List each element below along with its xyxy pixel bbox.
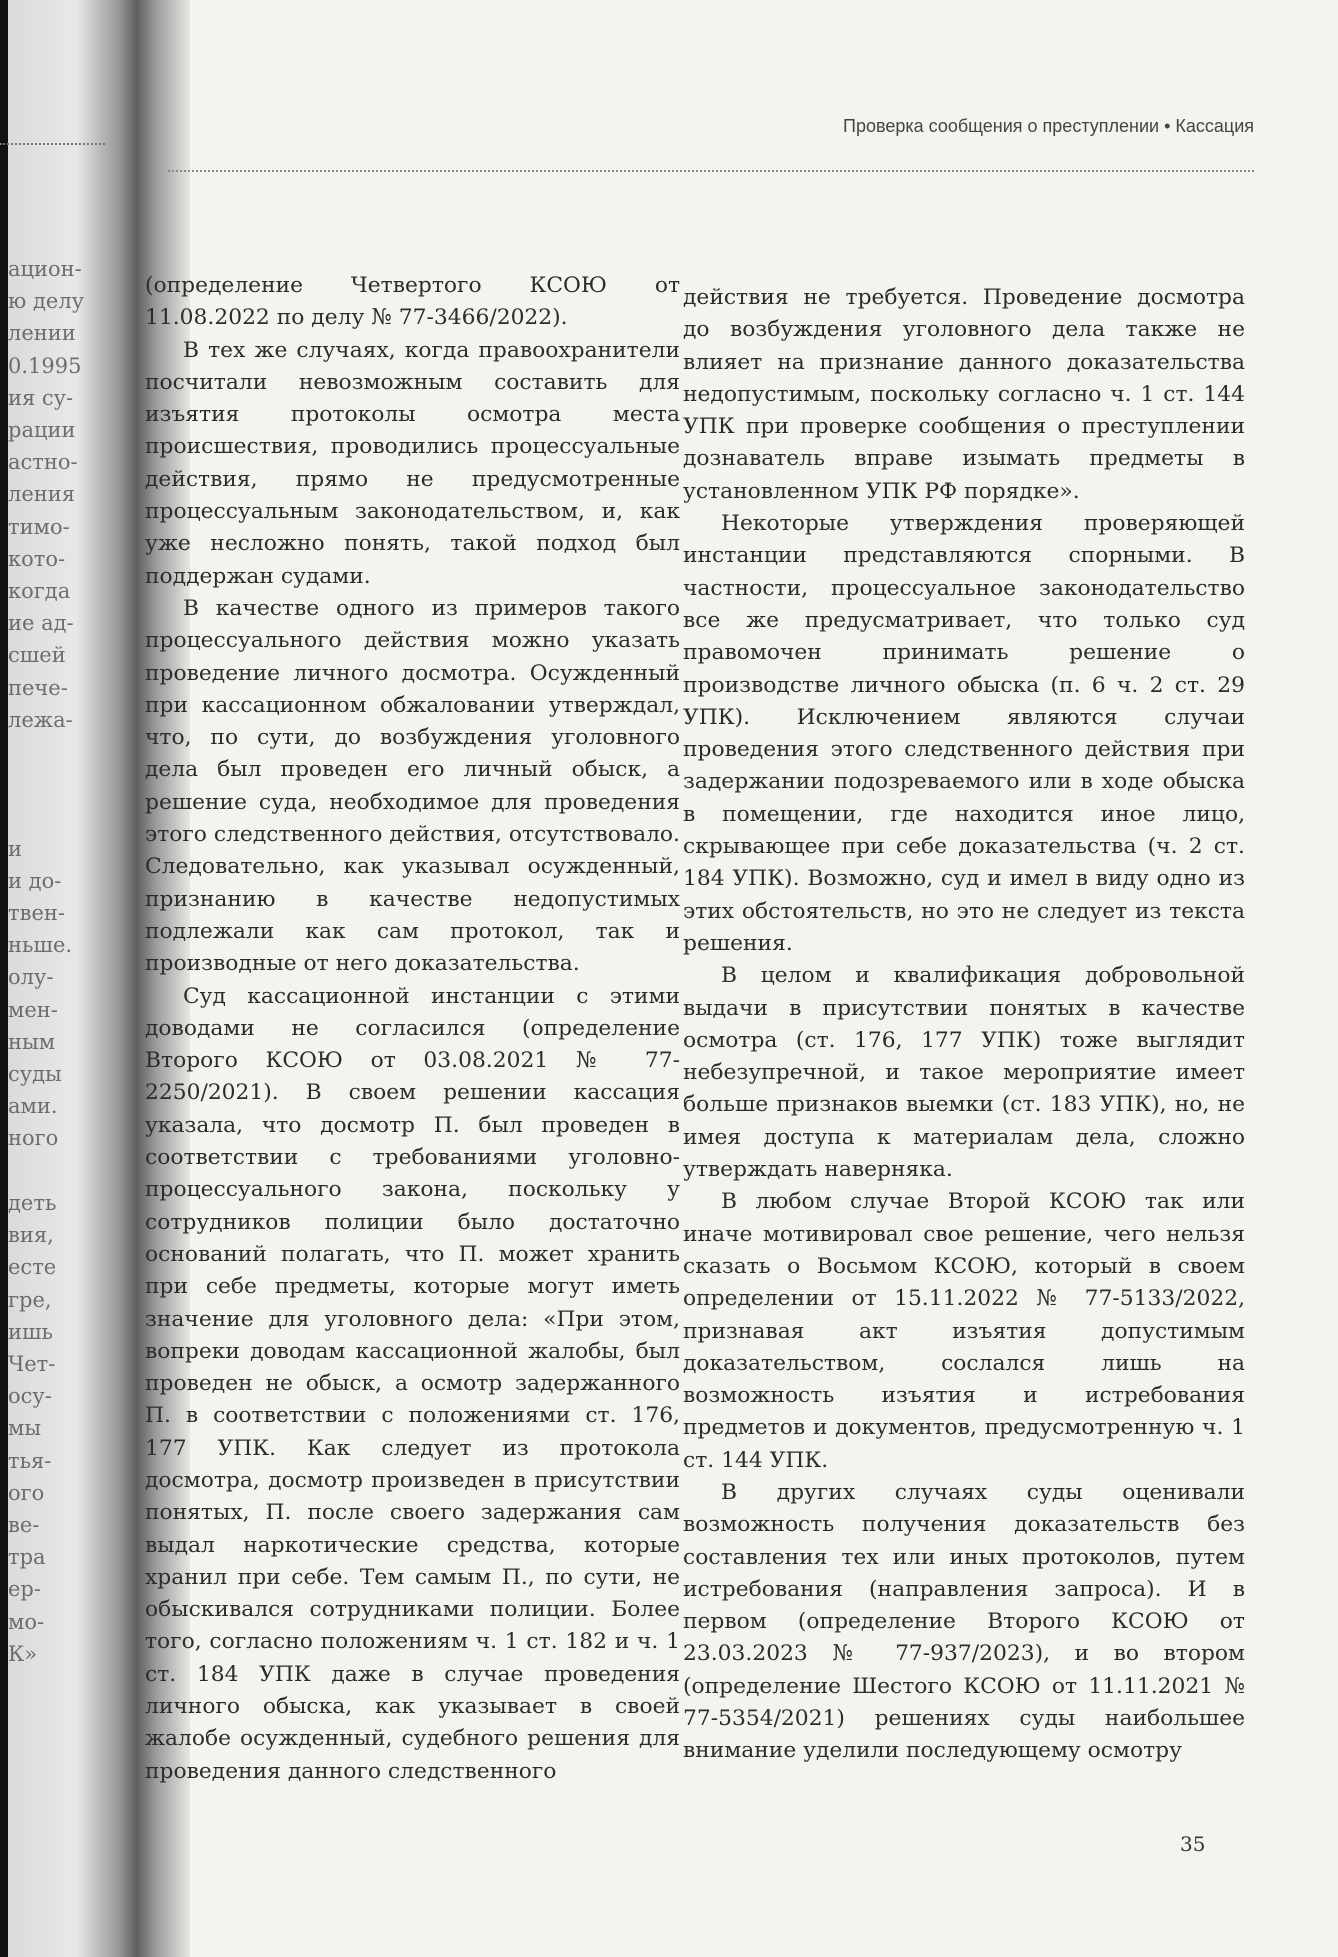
- left-fragment-line: лении: [8, 321, 76, 346]
- paragraph: Суд кассационной инстанции с этими доводами не согласился (определение Второго КСОЮ от 03.08.2021 № 77-2250/2021). В своем решении кассация указала, что досмотр П. был проведен в соответствии с требованиями уголовно-процессуального закона, поскольку у сотрудников полиции было достаточно оснований полагать, что П. может хранить при себе предметы, которые могут иметь значение для уголовного дела: «При этом, вопреки доводам кассационной жалобы, был проведен не обыск, а осмотр задержанного П. в соответствии с положениями ст. 176, 177 УПК. Как следует из протокола досмотра, досмотр произведен в присутствии понятых, П. после своего задержания сам выдал наркотические средства, которые хранил при себе. Тем самым П., по сути, не обыскивался сотрудниками полиции. Более того, согласно положениям ч. 1 ст. 182 и ч. 1 ст. 184 УПК даже в случае проведения личного обыска, как указывает в своей жалобе осужденный, судебного решения для проведения данного следственного: [145, 983, 680, 1784]
- left-fragment-line: вия,: [8, 1223, 54, 1248]
- left-fragment-line: ацион-: [8, 257, 82, 281]
- left-fragment-line: [8, 768, 80, 800]
- left-fragment-line: суды: [8, 1062, 62, 1087]
- paragraph: В качестве одного из примеров такого процессуального действия можно указать проведение личного досмотра. Осужденный при кассационном обжаловании утверждал, что, по сути, до возбуждения уголовного дела был проведен его личный обыск, а решение суда, необходимое для проведения этого следственного действия, отсутствовало. Следовательно, как указывал осужденный, признанию в качестве недопустимых подлежали как сам протокол, так и производные от него доказательства.: [145, 595, 680, 977]
- left-fragment-line: и до-: [8, 868, 62, 893]
- left-fragment-line: [8, 800, 80, 832]
- left-fragment-line: Чет-: [8, 1351, 56, 1376]
- paragraph: В других случаях суды оценивали возможность получения доказательств без составления тех или иных протоколов, путем истребования (направления запроса). И в первом (определение Второго КСОЮ от 23.03.2023 № 77-937/2023), и во втором (определение Шестого КСОЮ от 11.11.2021 № 77-5354/2021) решениях суды наибольшее внимание уделили последующему осмотру: [683, 1479, 1245, 1764]
- left-fragment-line: и: [8, 836, 22, 861]
- left-fragment-line: ления: [8, 482, 76, 507]
- left-fragment-line: кото-: [8, 546, 66, 571]
- text-column-1: [145, 270, 680, 1788]
- text-column-2: [683, 282, 1245, 1768]
- left-fragment-line: твен-: [8, 901, 65, 926]
- left-fragment-line: ве-: [8, 1512, 40, 1537]
- page-number: 35: [1180, 1832, 1206, 1856]
- running-header: Проверка сообщения о преступлении • Кассация: [843, 116, 1254, 136]
- left-fragment-line: лежа-: [8, 707, 73, 732]
- left-fragment-line: мы: [8, 1416, 42, 1441]
- paragraph: В любом случае Второй КСОЮ так или иначе мотивировал свое решение, чего нельзя сказать о Восьмом КСОЮ, который в своем определении от 15.11.2022 № 77-5133/2022, признавая акт изъятия допустимым доказательством, сослался лишь на возможность изъятия и истребования предметов и документов, предусмотренную ч. 1 ст. 144 УПК.: [683, 1189, 1245, 1473]
- paragraph: (определение Четвертого КСОЮ от 11.08.2022 по делу № 77-3466/2022).: [145, 273, 680, 331]
- left-fragment-line: тимо-: [8, 514, 70, 539]
- left-fragment-line: гре,: [8, 1287, 52, 1312]
- left-fragment-line: рации: [8, 418, 76, 443]
- left-fragment-line: ным: [8, 1029, 56, 1054]
- left-fragment-line: олу-: [8, 965, 54, 990]
- left-fragment-line: тья-: [8, 1448, 52, 1473]
- left-fragment-line: когда: [8, 579, 71, 604]
- left-fragment-line: тра: [8, 1545, 46, 1570]
- left-fragment-line: [8, 736, 80, 768]
- left-fragment-line: ами.: [8, 1094, 58, 1119]
- left-fragment-line: ие ад-: [8, 611, 74, 636]
- left-fragment-line: мен-: [8, 997, 58, 1022]
- paragraph: Некоторые утверждения проверяющей инстанции представляются спорными. В частности, процессуальное законодательство все же предусматривает, что только суд правомочен принимать решение о производстве личного обыска (п. 6 ч. 2 ст. 29 УПК). Исключением являются случаи проведения этого следственного действия при задержании подозреваемого или в ходе обыска в помещении, где находится иное лицо, скрывающее при себе доказательства (ч. 2 ст. 184 УПК). Возможно, суд и имел в виду одно из этих обстоятельств, но это не следует из текста решения.: [683, 511, 1245, 956]
- left-fragment-line: ер-: [8, 1577, 41, 1602]
- left-fragment-line: ного: [8, 1126, 59, 1151]
- paragraph: В целом и квалификация добровольной выдачи в присутствии понятых в качестве осмотра (ст. 176, 177 УПК) тоже выглядит небезупречной, и такое мероприятие имеет больше признаков выемки (ст. 183 УПК), но, не имея доступа к материалам дела, сложно утверждать наверняка.: [683, 963, 1245, 1183]
- left-header-rule: [0, 143, 105, 145]
- left-fragment-line: пече-: [8, 675, 68, 700]
- left-fragment-line: ого: [8, 1480, 45, 1505]
- left-fragment-line: ишь: [8, 1319, 53, 1344]
- left-fragment-line: ньше.: [8, 933, 73, 958]
- left-page-fragments: [8, 253, 85, 1670]
- paragraph: В тех же случаях, когда правоохранители посчитали невозможным составить для изъятия протоколы осмотра места происшествия, проводились процессуальные действия, прямо не предусмотренные процессуальным законодательством, и, как уже несложно понять, такой подход был поддержан судами.: [145, 337, 680, 589]
- left-fragment-line: астно-: [8, 450, 78, 475]
- left-fragment-line: осу-: [8, 1384, 52, 1409]
- left-fragment-line: ю делу: [8, 289, 85, 314]
- left-fragment-line: есте: [8, 1255, 57, 1280]
- left-fragment-line: [8, 1155, 80, 1187]
- book-edge: [0, 0, 8, 1957]
- left-fragment-line: ия су-: [8, 385, 74, 410]
- left-fragment-line: деть: [8, 1190, 57, 1215]
- left-fragment-line: К»: [8, 1641, 38, 1666]
- left-fragment-line: 0.1995: [8, 353, 82, 378]
- paragraph: действия не требуется. Проведение досмотра до возбуждения уголовного дела также не влияет на признание данного доказательства недопустимым, поскольку согласно ч. 1 ст. 144 УПК при проверке сообщения о преступлении дознаватель вправе изымать предметы в установленном УПК РФ порядке».: [683, 285, 1245, 504]
- left-fragment-line: мо-: [8, 1609, 45, 1634]
- header-rule: [168, 170, 1254, 172]
- left-fragment-line: сшей: [8, 643, 66, 668]
